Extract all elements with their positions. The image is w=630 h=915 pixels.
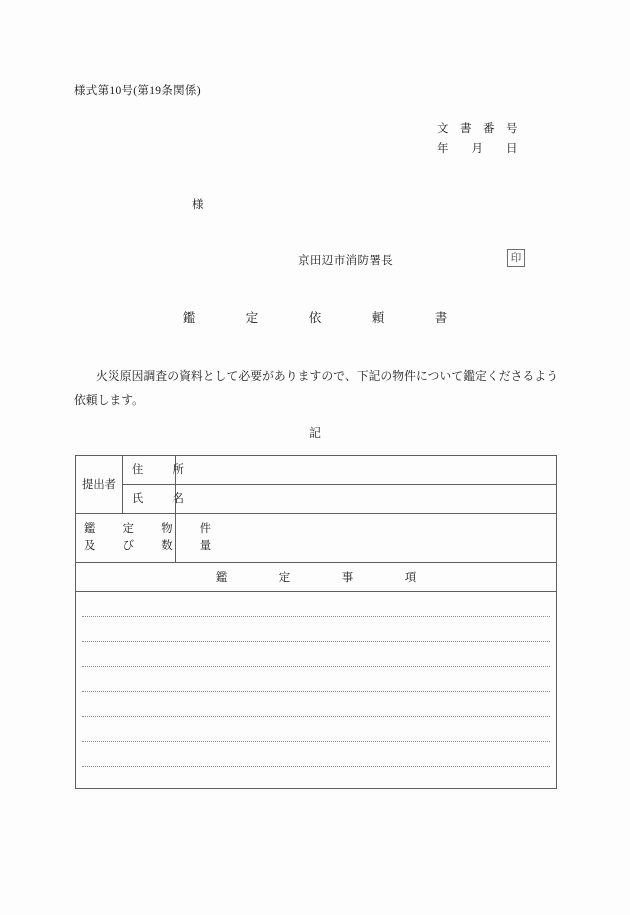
writing-rule	[82, 741, 550, 742]
goods-quantity-input[interactable]	[176, 514, 557, 563]
writing-rule	[82, 716, 550, 717]
seal-stamp-icon: 印	[507, 249, 525, 267]
addressee-suffix: 様	[192, 199, 204, 211]
date-label: 年 月 日	[437, 143, 518, 155]
page-title	[0, 308, 630, 326]
name-label	[123, 485, 193, 514]
table-row-address	[76, 456, 557, 485]
goods-quantity-label	[76, 514, 220, 563]
goods-label-line1: 鑑 定 物 件	[84, 523, 220, 535]
issuer-name: 京田辺市消防署長	[298, 255, 394, 267]
table-row-goods	[76, 514, 557, 563]
document-meta-block	[437, 119, 518, 159]
ki-marker: 記	[309, 426, 321, 440]
page-title-text: 鑑 定 依 頼 書	[182, 311, 467, 325]
name-label-text: 氏 名	[132, 493, 193, 505]
writing-rule	[82, 766, 550, 767]
name-input[interactable]	[176, 485, 557, 514]
writing-rule	[82, 641, 550, 642]
writing-rule	[82, 616, 550, 617]
appraisal-items-input[interactable]	[76, 592, 557, 789]
table-row-writing-area	[76, 592, 557, 789]
appraisal-items-header	[76, 563, 557, 592]
address-label-text: 住 所	[132, 464, 193, 476]
body-paragraph	[74, 364, 558, 412]
body-paragraph-text: 火災原因調査の資料として必要がありますので、下記の物件について鑑定くださるよう依頼します。	[74, 369, 558, 407]
writing-rule	[82, 666, 550, 667]
address-input[interactable]	[176, 456, 557, 485]
submitter-label: 提出者	[76, 456, 123, 514]
table-row-name	[76, 485, 557, 514]
form-number: 様式第10号(第19条関係)	[74, 85, 201, 97]
writing-rule	[82, 691, 550, 692]
table-row-section-header	[76, 563, 557, 592]
writing-lines-container	[76, 592, 556, 788]
appraisal-request-table	[75, 455, 557, 789]
appraisal-items-header-text: 鑑 定 事 項	[215, 572, 437, 584]
goods-label-line2: 及 び 数 量	[84, 540, 220, 552]
issuer-row	[298, 252, 538, 274]
document-number-label: 文 書 番 号	[437, 123, 518, 135]
address-label	[123, 456, 193, 485]
addressee-field[interactable]	[192, 196, 204, 212]
